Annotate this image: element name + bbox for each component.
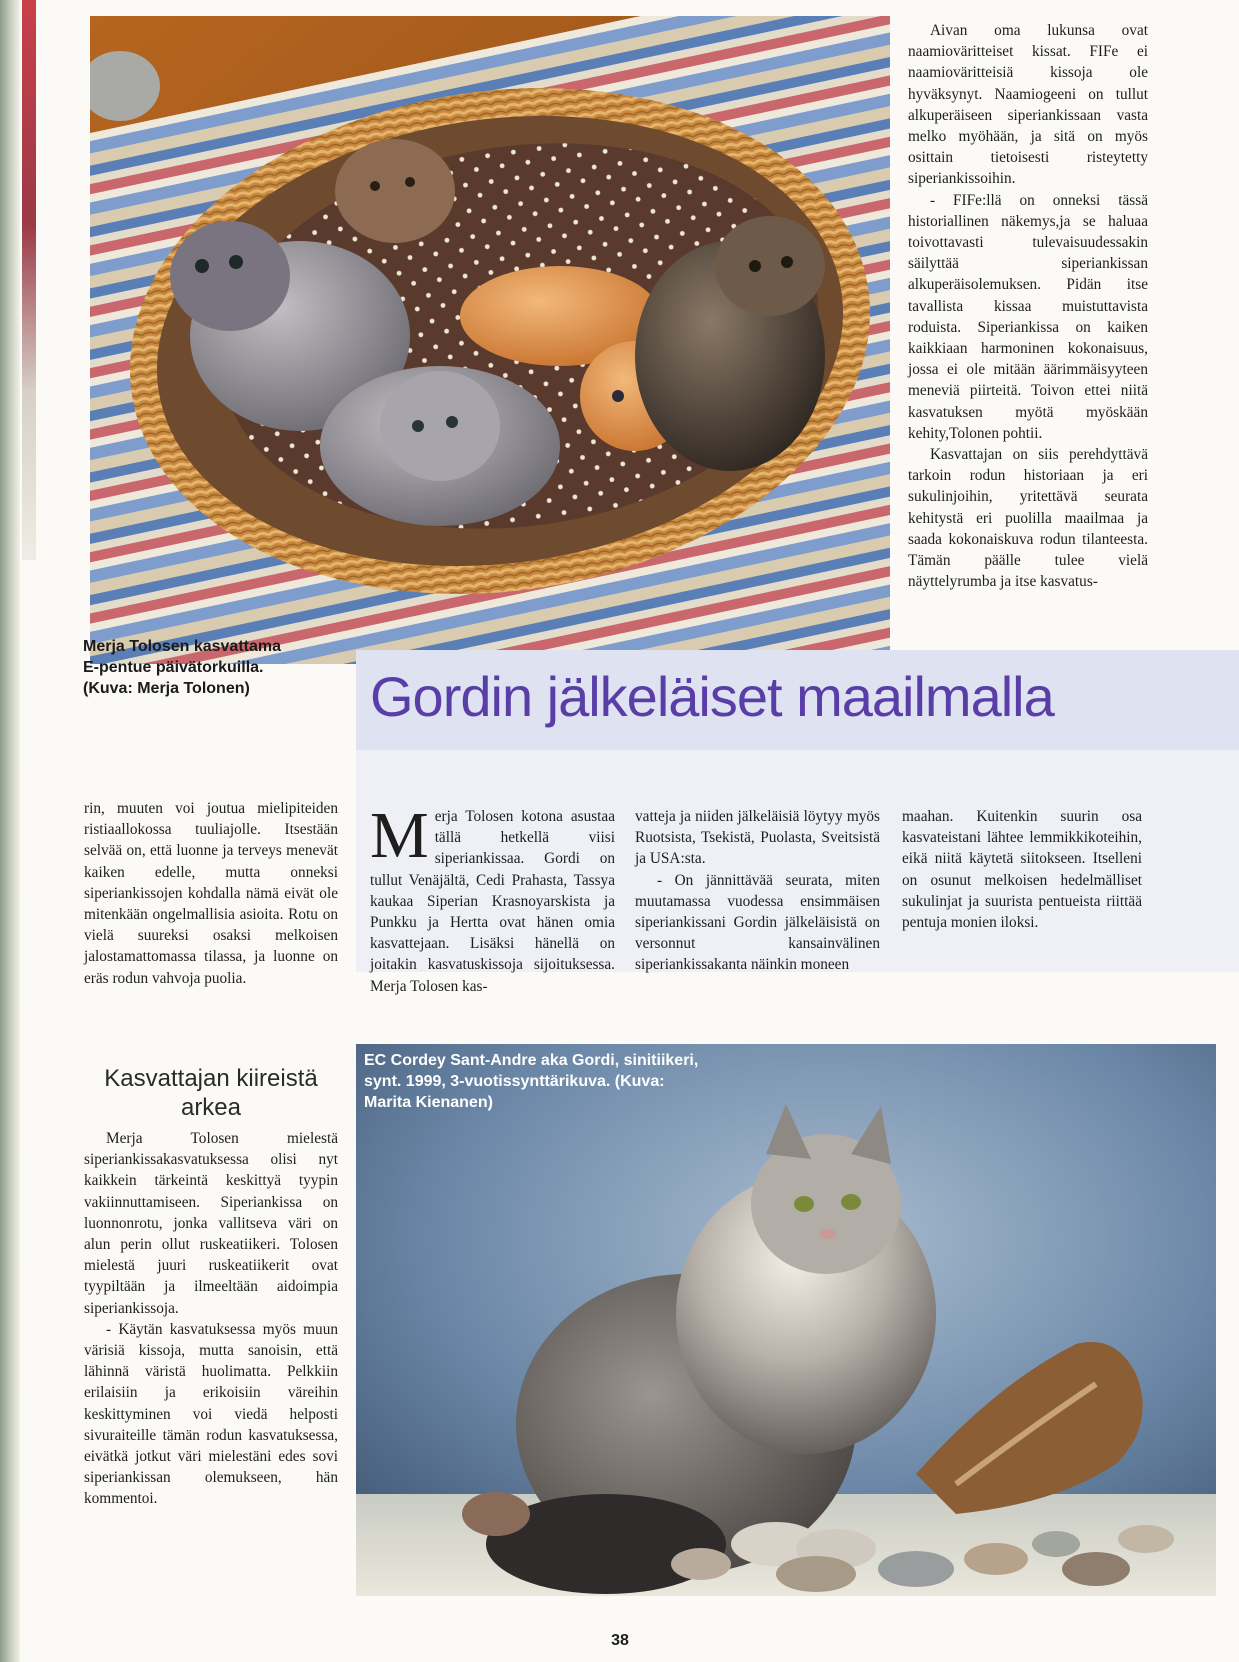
article-column-1 [370,799,615,997]
page-number: 38 [611,1632,629,1649]
subheading-line: Kasvattajan kiireistä [104,1065,318,1092]
left-paragraph: Merja Tolosen mielestä siperiankissakasvatuksessa olisi nyt kaikkein tärkeintä keskittyä tyypin vakiinnuttamiseen. Siperiankissa on luonnonrotu, jonka vallitseva väri on alun perin ollut ruskeatiikeri. Tolosen mielestä juuri ruskeatiikerit ovat tyypiltään ja ilmeeltään aidoimpia siperiankissoja. [84,1130,338,1317]
kitten-photo-caption [83,636,353,699]
dropcap: M [370,799,429,872]
neighbor-page-photo-edge [22,0,36,560]
article-col2-paragraph: vatteja ja niiden jälkeläisiä löytyy myös Ruotsista, Tsekistä, Puolasta, Sveitsistä ja USA:sta. [635,808,880,868]
caption-line: (Kuva: Merja Tolonen) [83,680,250,697]
subheading-line: arkea [180,1094,242,1121]
article-column-3 [902,806,1142,933]
kitten-basket-photo [90,16,890,664]
left-column-top [84,798,338,989]
gordi-photo-caption [364,1050,784,1113]
article-title: Gordin jälkeläiset maailmalla [370,665,1054,728]
left-column-bottom [84,1128,338,1510]
caption-line: EC Cordey Sant-Andre aka Gordi, sinitiikeri, [364,1052,699,1069]
gordi-cat-photo [356,1044,1216,1596]
intro-paragraph: Aivan oma lukunsa ovat naamioväritteiset kissat. FIFe ei naamioväritteisiä kissoja ole hyväksynyt. Naamiogeeni on tullut alkuperäiseen siperiankissaan vasta melko myöhään, ja sitä on myös osittain tietoisesti risteytetty siperiankissoihin. [908,22,1148,188]
intro-paragraph: - FIFe:llä on onneksi tässä historiallinen näkemys,ja se haluaa toivottavasti tulevaisuudessakin säilyttää siperiankissan alkuperäisolemuksen. Pidän itse tavallista kissaa muistuttavista roduista. Siperiankissa on kaiken kaikkiaan harmoninen kokonaisuus, jossa ei ole mitään äärimmäisyyteen meneviä piirteitä. Toivon ettei niitä kasvatuksen myötä myöskään kehity,Tolonen pohtii. [908,191,1148,442]
caption-line: Merja Tolosen kasvattama [83,638,282,655]
caption-line: E-pentue päivätorkuilla. [83,659,264,676]
article-col1-text: erja Tolosen kotona asustaa tällä hetkellä viisi siperiankissaa. Gordi on tullut Venäjältä, Cedi Prahasta, Tassya kaukaa Siperian Krasnoyarskista ja Punkku ja Hertta ovat hänen omia kasvattejaan. Lisäksi hänellä on joitakin kasvatuskissoja sijoituksessa. Merja Tolosen kas- [370,808,615,995]
left-paragraph: - Käytän kasvatuksessa myös muun värisiä kissoja, mutta sanoisin, että lähinnä väristä huolimatta. Pelkkiin erilaisiin ja erikoisiin väreihin keskittyminen voi viedä helposti sivuraiteille tämän rodun kasvatuksessa, eivätkä jotkut väri mielestäni edes sovi siperiankissan olemukseen, hän kommentoi. [84,1320,338,1508]
intro-paragraph: Kasvattajan on siis perehdyttävä tarkoin rodun historiaan ja eri sukulinjoihin, yritettävä seurata kehitystä eri puolilla maailmaa ja saada kokonaiskuva rodun tilanteesta. Tämän päälle tulee vielä näyttelyrumba ja itse kasvatus- [908,446,1148,591]
article-col2-paragraph: - On jännittävää seurata, miten muutamassa vuodessa ensimmäisen siperiankissani Gordin jälkeläisistä on versonnut kansainvälinen siperiankissakanta näinkin moneen [635,871,880,974]
caption-line: Marita Kienanen) [364,1094,493,1111]
subheading [84,1064,338,1122]
caption-line: synt. 1999, 3-vuotissynttärikuva. (Kuva: [364,1073,665,1090]
intro-column [908,20,1148,592]
left-paragraph: rin, muuten voi joutua mielipiteiden ristiaallokossa tuuliajolle. Itsestään selvää on, että luonne ja terveys menevät kaiken edelle, mutta onneksi siperiankissojen kohdalla nämä eivät ole mitenkään ongelmallisia asioita. Rotu on vielä suureksi osaksi melkoisen jalostamattomassa tilassa, ja luonne on eräs rodun vahvoja puolia. [84,800,338,987]
article-col3-text: maahan. Kuitenkin suurin osa kasvateistani lähtee lemmikkikoteihin, eikä niitä käytetä siitokseen. Itselleni on osunut melkoisen hedelmälliset sukulinjat ja suurista pentueista riittää pentuja monien iloksi. [902,808,1142,932]
article-column-2 [635,806,880,976]
binding-edge [0,0,20,1662]
